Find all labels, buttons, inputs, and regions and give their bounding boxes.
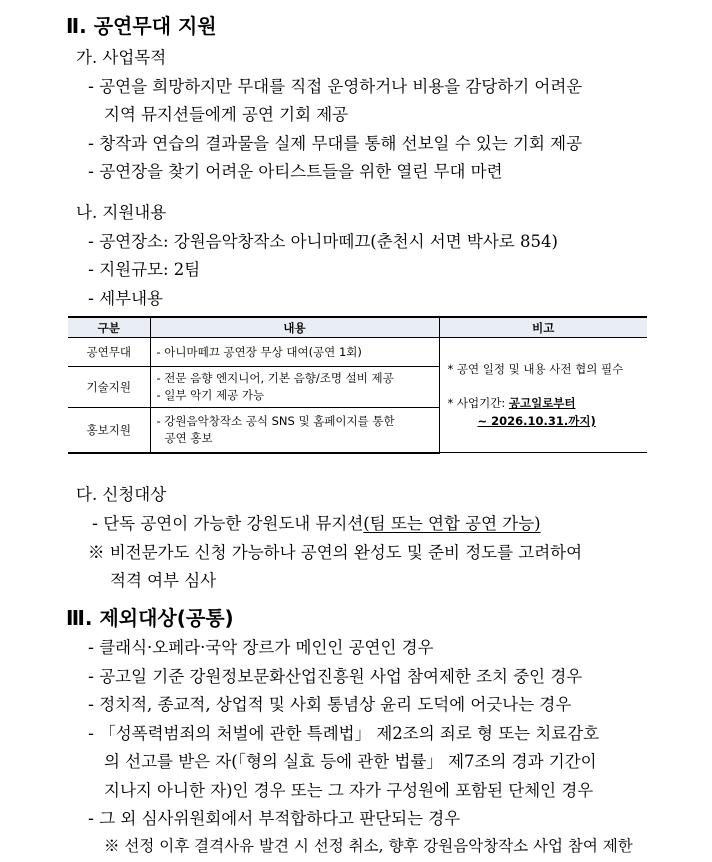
table-cell-content <box>150 408 439 453</box>
content-line: 공연 홍보 <box>164 430 213 445</box>
table-cell-category: 공연무대 <box>68 338 150 367</box>
section-2-title: Ⅱ. 공연무대 지원 <box>66 14 217 38</box>
table-header-content: 내용 <box>150 317 439 338</box>
content-line: - 전문 음향 엔지니어, 기본 음향/조명 설비 제공 <box>156 371 394 385</box>
list-item: - 그 외 심사위원회에서 부적합하다고 판단되는 경우 <box>88 809 461 828</box>
list-item-continuation: 지나지 아니한 자)인 경우 또는 그 자가 구성원에 포함된 단체인 경우 <box>104 781 594 800</box>
list-item: - 공고일 기준 강원정보문화산업진흥원 사업 참여제한 조치 중인 경우 <box>88 667 583 686</box>
remark-period-end: ~ 2026.10.31.까지) <box>477 414 596 428</box>
list-item-continuation: 의 선고를 받은 자(「형의 실효 등에 관한 법률」 제7조의 경과 기간이 <box>104 752 597 771</box>
table-row <box>68 338 647 367</box>
table-header-category: 구분 <box>68 317 150 338</box>
support-details-table <box>68 316 647 454</box>
remark-schedule: * 공연 일정 및 내용 사전 협의 필수 <box>447 362 624 376</box>
list-item: - 공연장을 찾기 어려운 아티스트들을 위한 열린 무대 마련 <box>88 162 503 181</box>
content-line: - 일부 악기 제공 가능 <box>156 388 265 402</box>
list-item: - 지원규모: 2팀 <box>88 260 201 279</box>
table-header-remarks: 비고 <box>439 317 647 338</box>
note-line-continuation: 적격 여부 심사 <box>110 571 217 590</box>
list-item: - 단독 공연이 가능한 강원도내 뮤지션(팀 또는 연합 공연 가능) <box>92 514 541 533</box>
list-item: - 정치적, 종교적, 상업적 및 사회 통념상 윤리 도덕에 어긋나는 경우 <box>88 695 572 714</box>
list-item: - 「성폭력범죄의 처벌에 관한 특례법」 제2조의 죄로 형 또는 치료감호 <box>88 724 600 743</box>
list-item: - 공연장소: 강원음악창작소 아니마떼끄(춘천시 서면 박사로 854) <box>88 232 558 251</box>
note-line: ※ 선정 이후 결격사유 발견 시 선정 취소, 향후 강원음악창작소 사업 참여 제한 <box>104 837 633 855</box>
list-item-continuation: 지역 뮤지션들에게 공연 기회 제공 <box>104 105 349 124</box>
table-cell-remarks <box>439 338 647 453</box>
section-3-title: Ⅲ. 제외대상(공통) <box>66 606 234 630</box>
list-item: - 세부내용 <box>88 289 163 308</box>
table-cell-content <box>150 338 439 367</box>
list-item: - 창작과 연습의 결과물을 실제 무대를 통해 선보일 수 있는 기회 제공 <box>88 134 583 153</box>
remark-period: * 사업기간: 공고일로부터 <box>447 396 576 410</box>
table-cell-category: 홍보지원 <box>68 408 150 453</box>
list-item: - 클래식·오페라·국악 장르가 메인인 공연인 경우 <box>88 638 434 657</box>
note-line: ※ 비전문가도 신청 가능하나 공연의 완성도 및 준비 정도를 고려하여 <box>88 543 583 562</box>
subsection-c-heading: 다. 신청대상 <box>76 485 167 504</box>
subsection-a-heading: 가. 사업목적 <box>76 48 167 67</box>
list-item: - 공연을 희망하지만 무대를 직접 운영하거나 비용을 감당하기 어려운 <box>88 77 583 96</box>
content-line: - 아니마떼끄 공연장 무상 대여(공연 1회) <box>156 344 362 359</box>
subsection-b-heading: 나. 지원내용 <box>76 203 167 222</box>
table-cell-category: 기술지원 <box>68 367 150 408</box>
table-cell-content <box>150 367 439 408</box>
content-line: - 강원음악창작소 공식 SNS 및 홈페이지를 통한 <box>156 413 395 428</box>
